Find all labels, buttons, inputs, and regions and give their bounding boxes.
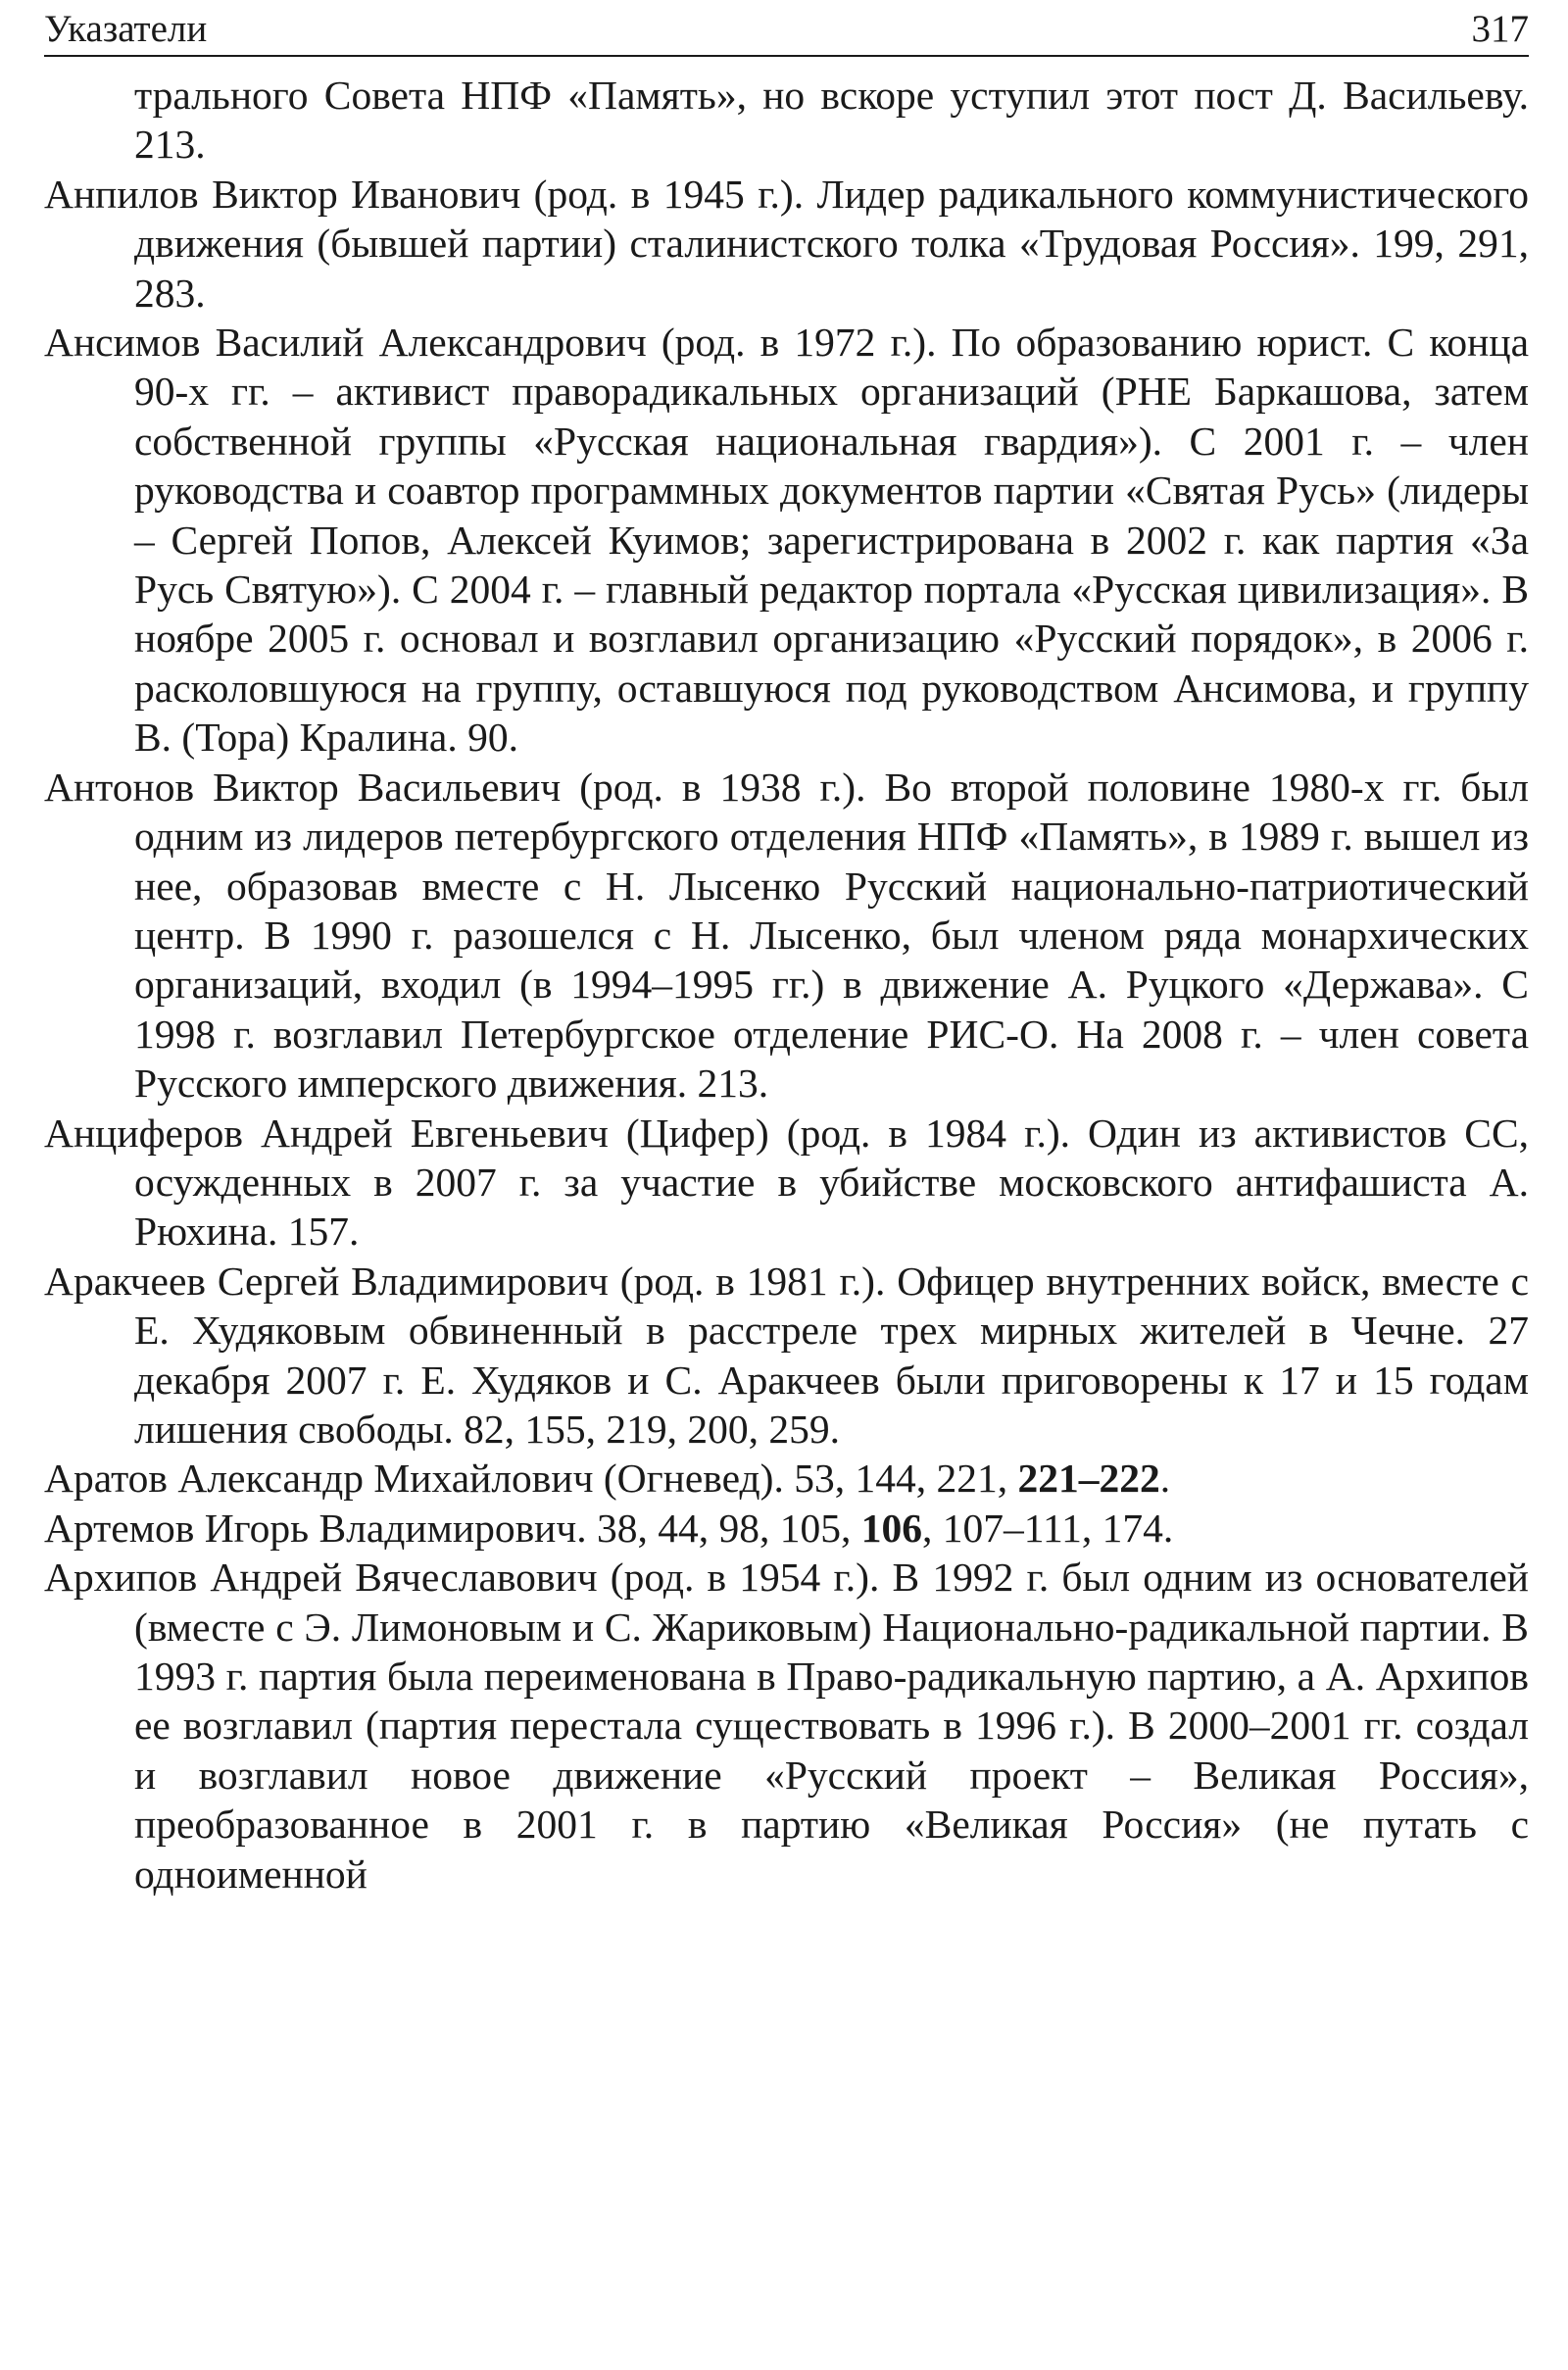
section-title: Указатели	[44, 8, 208, 50]
index-entry-antonov: Антонов Виктор Васильевич (род. в 1938 г.). Во второй половине 1980-х гг. был одним из лидеров петербургского отделения НПФ «Память», в 1989 г. вышел из нее, образовав вместе с Н. Лысенко Русский национально-патриотический центр. В 1990 г. разошелся с Н. Лысенко, был членом ряда монархических организаций, входил (в 1994–1995 гг.) в движение А. Руцкого «Держава». С 1998 г. возглавил Петербургское отделение РИС-О. На 2008 г. – член совета Русского имперского движения. 213.	[44, 764, 1529, 1107]
index-entry-anpilov: Анпилов Виктор Иванович (род. в 1945 г.). Лидер радикального коммунистического движения (бывшей партии) сталинистского толка «Трудовая Россия». 199, 291, 283.	[44, 171, 1529, 316]
index-entry-arakcheev: Аракчеев Сергей Владимирович (род. в 1981 г.). Офицер внутренних войск, вместе с Е. Худяковым обвиненный в расстреле трех мирных жителей в Чечне. 27 декабря 2007 г. Е. Худяков и С. Аракчеев были приговорены к 17 и 15 годам лишения свободы. 82, 155, 219, 200, 259.	[44, 1258, 1529, 1452]
index-entry-continuation: трального Совета НПФ «Память», но вскоре уступил этот пост Д. Васильеву. 213.	[134, 73, 1529, 168]
page-number: 317	[1471, 8, 1529, 50]
index-entry-artemov: Артемов Игорь Владимирович. 38, 44, 98, 105, 106, 107–111, 174.	[44, 1505, 1174, 1551]
index-entry-aratov: Аратов Александр Михайлович (Огневед). 53, 144, 221, 221–222.	[44, 1456, 1171, 1502]
bold-page-ref: 221–222	[1017, 1456, 1160, 1502]
index-entry-antsiferov: Анциферов Андрей Евгеньевич (Цифер) (род. в 1984 г.). Один из активистов СС, осужденных в 2007 г. за участие в убийстве московского антифашиста А. Рюхина. 157.	[44, 1110, 1529, 1255]
index-entry-ansimov: Ансимов Василий Александрович (род. в 1972 г.). По образованию юрист. С конца 90-х гг. – активист праворадикальных организаций (РНЕ Баркашова, затем собственной группы «Русская национальная гвардия»). С 2001 г. – член руководства и соавтор программных документов партии «Святая Русь» (лидеры – Сергей Попов, Алексей Куимов; зарегистрирована в 2002 г. как партия «За Русь Святую»). С 2004 г. – главный редактор портала «Русская цивилизация». В ноябре 2005 г. основал и возглавил организацию «Русский порядок», в 2006 г. расколовшуюся на группу, оставшуюся под руководством Ансимова, и группу В. (Тора) Кралина. 90.	[44, 320, 1529, 761]
index-entry-arkhipov: Архипов Андрей Вячеславович (род. в 1954 г.). В 1992 г. был одним из основателей (вместе с Э. Лимоновым и С. Жариковым) Национально-радикальной партии. В 1993 г. партия была переименована в Право-радикальную партию, а А. Архипов ее возглавил (партия перестала существовать в 1996 г.). В 2000–2001 гг. создал и возглавил новое движение «Русский проект – Великая Россия», преобразованное в 2001 г. в партию «Великая Россия» (не путать с одноименной	[44, 1555, 1529, 1897]
book-page	[44, 0, 1529, 2370]
running-head	[44, 4, 1529, 57]
index-entries	[44, 71, 1529, 1899]
bold-page-ref: 106	[860, 1505, 922, 1551]
